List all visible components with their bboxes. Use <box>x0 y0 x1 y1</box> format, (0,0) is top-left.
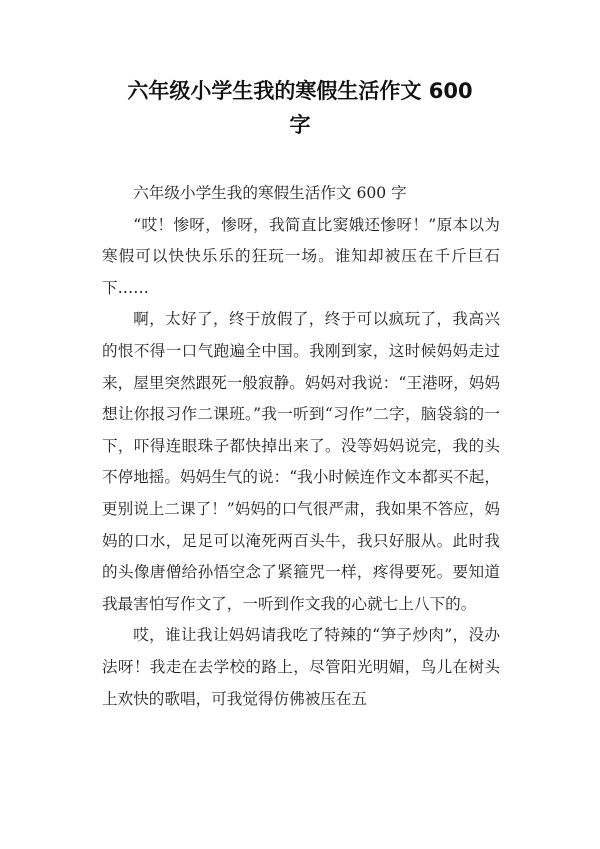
document-title <box>90 74 510 142</box>
paragraph-2: 啊，太好了，终于放假了，终于可以疯玩了，我高兴的恨不得一口气跑遍全中国。我刚到家，这时候妈妈走过来，屋里突然跟死一般寂静。妈妈对我说：“王港呀，妈妈想让你报习作二课班。”我一听到“习作”二字，脑袋翁的一下，吓得连眼珠子都快掉出来了。没等妈妈说完，我的头不停地摇。妈妈生气的说：“我小时候连作文本都买不起，更别说上二课了！”妈妈的口气很严肃，我如果不答应，妈妈的口水，足足可以淹死两百头牛，我只好服从。此时我的头像唐僧给孙悟空念了紧箍咒一样，疼得要死。要知道我最害怕写作文了，一听到作文我的心就七上八下的。 <box>102 310 500 613</box>
paragraph-heading: 六年级小学生我的寒假生活作文 600 字 <box>133 184 407 202</box>
paragraph-1: “哎！惨呀，惨呀，我简直比窦娥还惨呀！”原本以为寒假可以快快乐乐的狂玩一场。谁知却被压在千斤巨石下…… <box>102 215 500 297</box>
document-body <box>102 178 500 715</box>
paragraph-3: 哎，谁让我让妈妈请我吃了特辣的“笋子炒肉”，没办法呀！我走在去学校的路上，尽管阳光明媚，鸟儿在树头上欢快的歌唱，可我觉得仿佛被压在五 <box>102 626 500 708</box>
title-line-2: 字 <box>289 113 311 137</box>
title-line-1: 六年级小学生我的寒假生活作文 600 <box>127 79 473 103</box>
